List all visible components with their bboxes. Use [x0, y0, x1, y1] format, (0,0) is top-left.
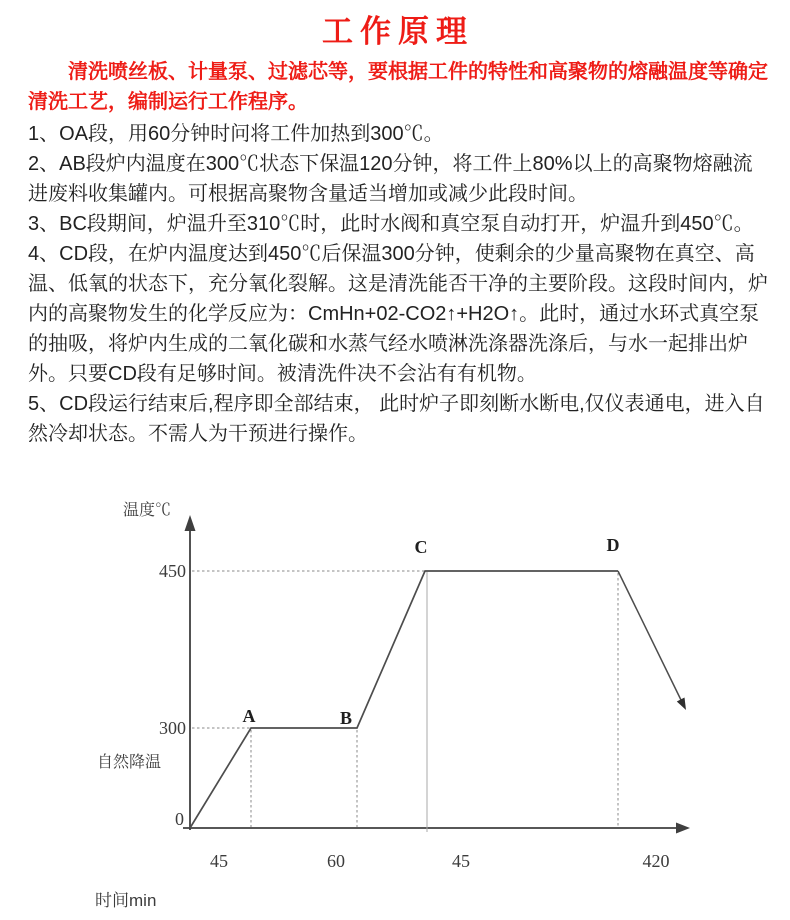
- x-axis-arrow-icon: [676, 823, 690, 834]
- point-label-c: C: [414, 537, 428, 557]
- step-item-4: 4、CD段，在炉内温度达到450℃后保温300分钟，使剩余的少量高聚物在真空、高温、低氧的状态下，充分氧化裂解。这是清洗能否干净的主要阶段。这段时间内，炉内的高聚物发生的化学反应为：CmHn+02-CO2↑+H2O↑。此时，通过水环式真空泵的抽吸，将炉内生成的二氧化碳和水蒸气经水喷淋洗涤器洗涤后，与水一起排出炉外。只要CD段有足够时间。被清洗件决不会沾有有机物。: [28, 243, 768, 385]
- axes: [183, 515, 690, 834]
- y-axis-arrow-icon: [185, 515, 196, 531]
- step-item-5: 5、CD段运行结束后,程序即全部结束， 此时炉子即刻断水断电,仅仪表通电，进入自然冷却状态。不需人为干预进行操作。: [28, 393, 765, 445]
- step-item-1: 1、OA段，用60分钟时问将工件加热到300℃。: [28, 123, 444, 145]
- y-tick-300: 300: [159, 718, 186, 738]
- temperature-profile-svg: [0, 497, 790, 920]
- page-title: 工作原理: [322, 14, 474, 49]
- x-axis-label: 时间min: [95, 891, 157, 910]
- guide-lines: [192, 571, 618, 827]
- temperature-profile-chart: [0, 497, 790, 920]
- segment-duration-bc: 45: [452, 851, 470, 871]
- temperature-curve: [190, 571, 618, 828]
- point-label-a: A: [242, 706, 256, 726]
- segment-duration-cd: 420: [642, 851, 670, 871]
- y-tick-450: 450: [159, 561, 186, 581]
- intro-paragraph: 清洗喷丝板、计量泵、过滤芯等，要根据工件的特性和高聚物的熔融温度等确定清洗工艺，编制运行工作程序。: [28, 61, 768, 113]
- document-content: [0, 0, 790, 449]
- point-label-d: D: [606, 535, 620, 555]
- segment-duration-ab: 60: [327, 851, 345, 871]
- cooling-arrow-icon: [677, 698, 686, 711]
- segment-duration-oa: 45: [210, 851, 228, 871]
- y-tick-0: 0: [175, 809, 184, 829]
- cooling-segment: [618, 571, 681, 700]
- point-label-b: B: [339, 708, 353, 728]
- step-item-2: 2、AB段炉内温度在300℃状态下保温120分钟，将工件上80%以上的高聚物熔融流进废料收集罐内。可根据高聚物含量适当增加或减少此段时间。: [28, 153, 753, 205]
- cooling-label: 自然降温: [97, 754, 162, 771]
- step-item-3: 3、BC段期间，炉温升至310℃时，此时水阀和真空泵自动打开，炉温升到450℃。: [28, 213, 754, 235]
- y-axis-label: 温度℃: [123, 502, 172, 519]
